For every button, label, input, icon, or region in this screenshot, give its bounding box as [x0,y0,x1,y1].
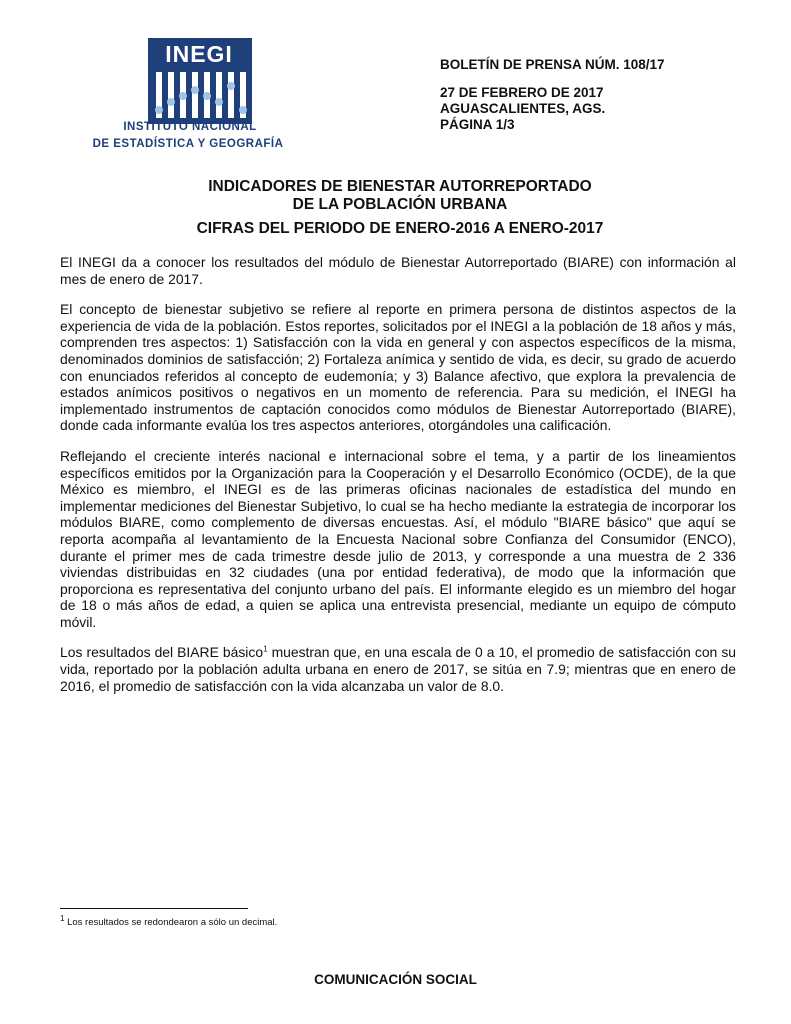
logo-institute-line2: DE ESTADÍSTICA Y GEOGRAFÍA [92,138,284,150]
bulletin-number: BOLETÍN DE PRENSA NÚM. 108/17 [440,57,665,72]
logo-acronym: INEGI [150,40,248,68]
footnote-divider [60,908,248,909]
footer-label: COMUNICACIÓN SOCIAL [314,972,477,987]
footnote-text: Los resultados se redondearon a sólo un decimal. [64,917,278,928]
paragraph-2: El concepto de bienestar subjetivo se refiere al reporte en primera persona de distintos aspectos de la experiencia de vida de la población. Estos reportes, solicitados por el INEGI a la población de 18 años y más, comprenden tres aspectos: 1) Satisfacción con la vida en general y con aspectos específicos de la misma, denominados dominios de satisfacción; 2) Fortaleza anímica y sentido de vida, es decir, su grado de acuerdo con enunciados referidos al concepto de eudemonía; y 3) Balance afectivo, que explora la prevalencia de estados anímicos positivos o negativos en un momento de referencia. Para su medición, el INEGI ha implementado instrumentos de captación conocidos como módulos de Bienestar Autorreportado (BIARE), donde cada informante evalúa los tres aspectos anteriores, otorgándoles una calificación. [60,301,736,434]
title-line-3: CIFRAS DEL PERIODO DE ENERO-2016 A ENERO-2017 [196,220,604,237]
footnote-mark: 1 [60,913,65,923]
inegi-logo [88,38,288,150]
footnote-reference: 1 [263,644,268,654]
paragraph-3: Reflejando el creciente interés nacional e internacional sobre el tema, y a partir de los lineamientos específicos emitidos por la Organización para la Cooperación y el Desarrollo Económico (OCDE), de la que México es miembro, el INEGI es de las primeras oficinas nacionales de estadística del mundo en implementar mediciones del Bienestar Subjetivo, lo cual se ha hecho mediante la estrategia de incorporar los módulos BIARE, como complemento de diversas encuestas. Así, el módulo "BIARE básico" que aquí se reporta acompaña al levantamiento de la Encuesta Nacional sobre Confianza del Consumidor (ENCO), durante el primer mes de cada trimestre desde julio de 2013, y corresponde a una muestra de 2 336 viviendas distribuidas en 32 ciudades (una por entidad federativa), de modo que la información que proporciona es representativa del conjunto urbano del país. El informante elegido es un miembro del hogar de 18 o más años de edad, a quien se aplica una entrevista presencial, mediante un equipo de cómputo móvil. [60,447,736,630]
paragraph-4-rest: muestran que, en una escala de 0 a 10, el promedio de satisfacción con su vida, reportado por la población adulta urbana en enero de 2017, se sitúa en 7.9; mientras que en enero de 2016, el promedio de satisfacción con la vida alcanzaba un valor de 8.0. [60,644,736,694]
bulletin-date: 27 DE FEBRERO DE 2017 [440,85,604,100]
footnote [60,913,660,929]
bulletin-place: AGUASCALIENTES, AGS. [440,101,606,116]
body-text [60,254,736,708]
title-line-1: INDICADORES DE BIENESTAR AUTORREPORTADO [208,178,592,195]
document-title [70,178,730,238]
press-header [440,57,740,133]
logo-institute-line1: INSTITUTO NACIONAL [123,121,257,133]
title-line-2: DE LA POBLACIÓN URBANA [292,196,508,213]
paragraph-4-start: Los resultados del BIARE básico [60,644,264,661]
paragraph-1: El INEGI da a conocer los resultados del módulo de Bienestar Autorreportado (BIARE) con información al mes de enero de 2017. [60,254,736,287]
paragraph-4 [60,644,736,694]
page-number: PÁGINA 1/3 [440,117,515,132]
